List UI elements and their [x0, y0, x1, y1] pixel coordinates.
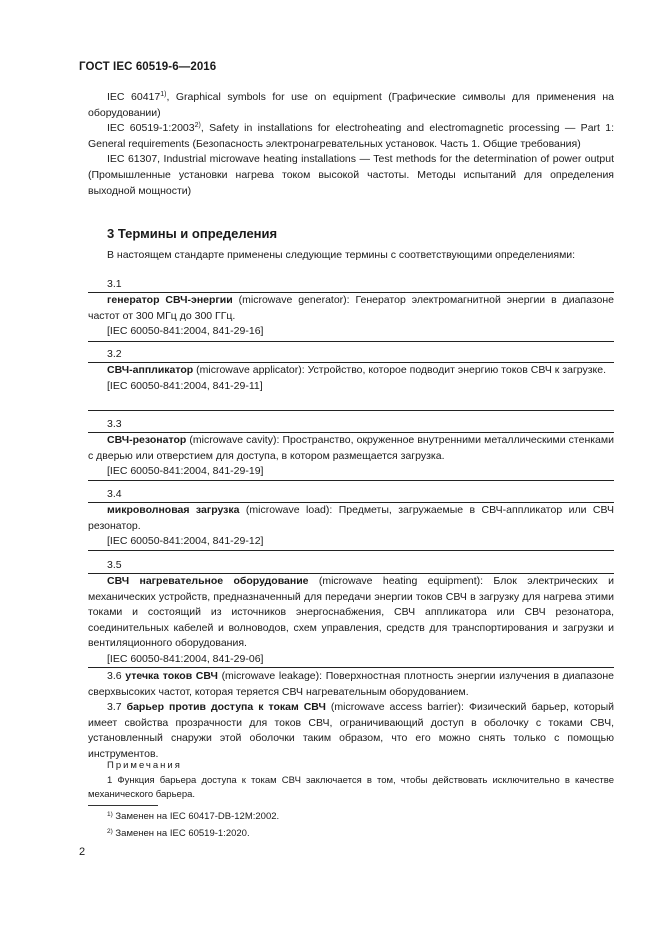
additional-terms — [88, 669, 614, 763]
term-source: [IEC 60050-841:2004, 841-29-12] — [107, 535, 264, 548]
term-name: СВЧ нагревательное оборудование — [107, 575, 309, 587]
term-entry — [88, 574, 614, 668]
term-text: (microwave cavity): Пространство, окруженное внутренними металлическими стенками с дверью или отверстием для доступа, в котором размещается загрузка. — [88, 434, 614, 462]
footnote — [107, 828, 250, 839]
term-number: 3.1 — [107, 278, 122, 290]
term-entry — [88, 363, 614, 394]
footnote-text: Заменен на IEC 60417-DB-12M:2002. — [115, 811, 280, 822]
term-name: СВЧ-аппликатор — [107, 364, 194, 376]
reference-item — [88, 152, 614, 199]
term-source: [IEC 60050-841:2004, 841-29-19] — [107, 465, 264, 478]
term-number: 3.7 — [107, 701, 122, 714]
normative-references — [88, 90, 614, 199]
document-header: ГОСТ IEC 60519-6—2016 — [79, 61, 217, 73]
term-definition — [88, 293, 614, 324]
term-name: генератор СВЧ-энергии — [107, 294, 233, 306]
term-bottom-rule — [88, 341, 614, 342]
term-number: 3.6 — [107, 670, 122, 682]
reference-item — [88, 121, 614, 152]
note-item: 1 Функция барьера доступа к токам СВЧ заключается в том, чтобы действовать исключительно в качестве механического барьера. — [88, 775, 614, 800]
footnote — [107, 811, 279, 822]
term-bottom-rule — [88, 550, 614, 551]
term-definition — [88, 574, 614, 652]
term-definition — [88, 433, 614, 464]
term-number: 3.2 — [107, 348, 122, 360]
section-intro — [88, 248, 614, 264]
footnote-mark: 2) — [107, 828, 113, 835]
section-title: 3 Термины и определения — [107, 226, 278, 241]
notes-body — [88, 774, 614, 802]
term-name: утечка токов СВЧ — [125, 670, 218, 682]
term-bottom-rule — [88, 410, 614, 411]
reference-text: , Graphical symbols for use on equipment (Графические символы для применения на оборудовании) — [88, 91, 615, 119]
footnote-text: Заменен на IEC 60519-1:2020. — [115, 828, 250, 839]
term-entry — [88, 293, 614, 340]
term-source: [IEC 60050-841:2004, 841-29-06] — [107, 652, 264, 665]
footnote-mark: 1) — [160, 91, 167, 98]
term-name: микроволновая загрузка — [107, 504, 240, 516]
term-entry — [88, 433, 614, 480]
term-definition — [88, 363, 614, 379]
term-number: 3.5 — [107, 559, 122, 571]
term-text: (microwave applicator): Устройство, которое подводит энергию токов СВЧ к загрузке. — [193, 364, 607, 376]
term-bottom-rule — [88, 480, 614, 481]
notes-title: Примечания — [107, 760, 182, 771]
footnote-mark: 1) — [107, 811, 113, 818]
footnote-separator — [88, 805, 158, 806]
term-text: (microwave heating equipment): Блок электрических и механических устройств, предназначенный для передачи энергии токов СВЧ в загрузку для нагрева этими токами и состоящий из источников энергоснабжения, СВЧ аппликатора или СВЧ резонатора, соединительных кабелей и волноводов, схем управления, средств для транспортирования и загрузки и вентиляционного оборудования. — [88, 575, 614, 650]
footnote-mark: 2) — [194, 122, 201, 130]
term-text: (microwave access barrier): Физический барьер, который имеет свойства прозрачности для токов СВЧ, ограничивающий доступ в оболочку с токами СВЧ, установленный снаружи этой оболочки таким образом, что его можно снять только с помощью инструментов. — [88, 701, 614, 760]
term-definition — [88, 669, 614, 700]
term-source: [IEC 60050-841:2004, 841-29-11] — [107, 379, 263, 392]
term-name: СВЧ-резонатор — [107, 434, 187, 446]
term-bottom-rule — [88, 667, 614, 668]
page-number: 2 — [79, 846, 86, 858]
term-text: (microwave leakage): Поверхностная плотность энергии излучения в диапазоне сверхвысоких частот, которая теряется СВЧ нагревательным оборудованием. — [88, 670, 615, 698]
reference-text: , Industrial microwave heating installations — Test methods for the determination of power output (Промышленные установки нагрева током высокой частоты. Методы испытаний для определения выходной мощности) — [88, 153, 615, 197]
term-number: 3.4 — [107, 488, 122, 500]
term-number: 3.3 — [107, 418, 122, 430]
term-text: (microwave load): Предметы, загружаемые в СВЧ-аппликатор или СВЧ резонатор. — [88, 504, 614, 532]
intro-text: В настоящем стандарте применены следующие термины с соответствующими определениями: — [107, 249, 576, 261]
term-entry — [88, 503, 614, 550]
term-definition — [88, 503, 614, 534]
reference-code: IEC 60417 — [107, 91, 161, 103]
reference-code: IEC 60519-1:2003 — [107, 122, 195, 135]
term-name: барьер против доступа к токам СВЧ — [126, 701, 326, 714]
term-definition — [88, 700, 614, 762]
term-text: (microwave generator): Генератор электромагнитной энергии в диапазоне частот от 300 МГц до 300 ГГц. — [88, 294, 614, 322]
term-source: [IEC 60050-841:2004, 841-29-16] — [107, 325, 264, 338]
reference-item — [88, 90, 614, 121]
reference-code: IEC 61307 — [107, 153, 158, 166]
reference-text: , Safety in installations for electroheating and electromagnetic processing — Part 1: General requirements (Безопасность электронагревательных установок. Часть 1. Общие требования) — [88, 122, 614, 150]
